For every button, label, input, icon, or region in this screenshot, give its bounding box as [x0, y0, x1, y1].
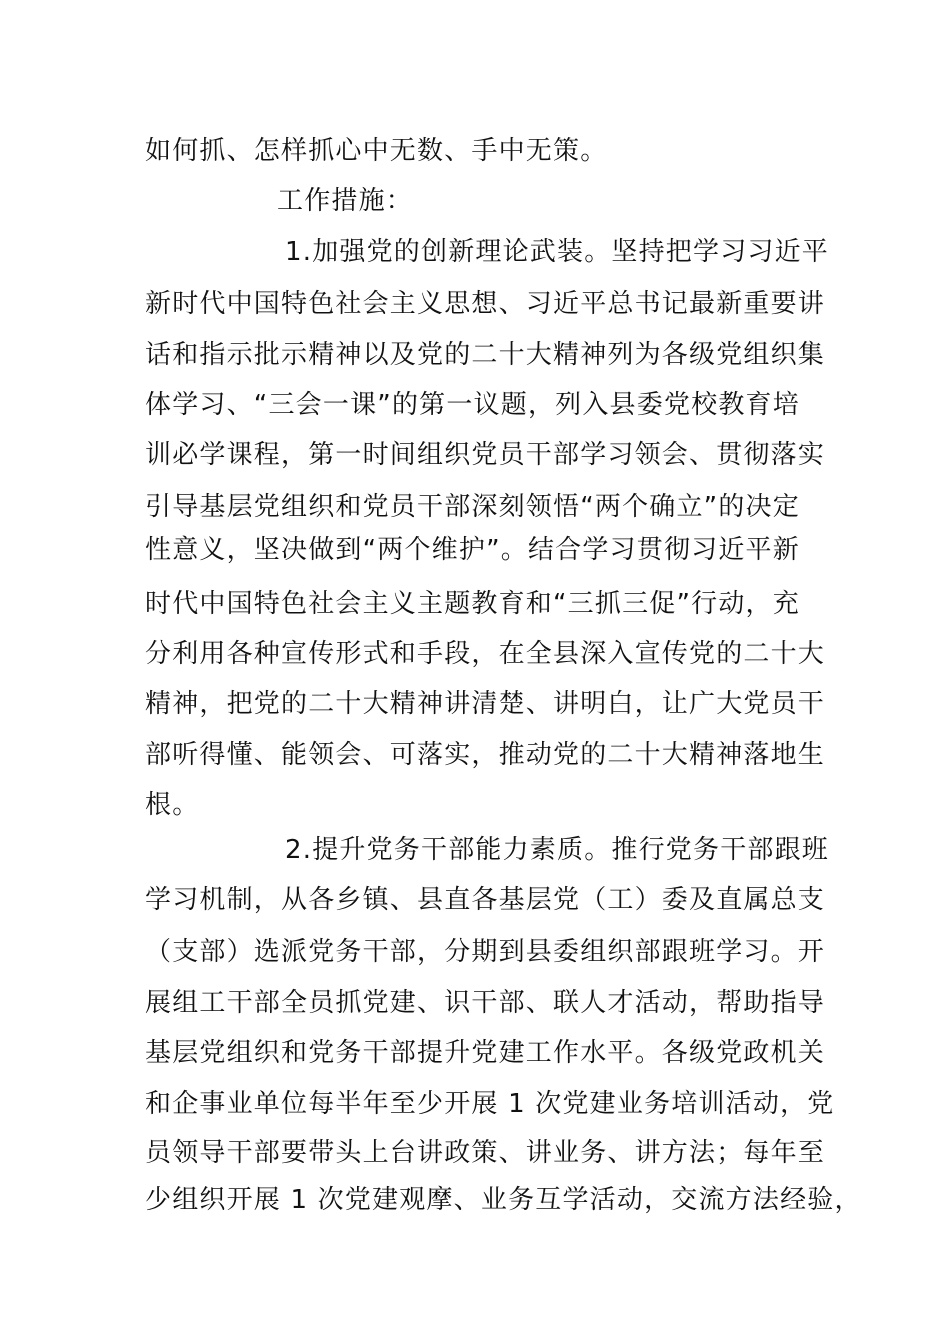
- text-line: 精神，把党的二十大精神讲清楚、讲明白，让广大党员干: [145, 689, 826, 719]
- text-line: 2.提升党务干部能力素质。推行党务干部跟班: [285, 835, 830, 865]
- text-line: 引导基层党组织和党员干部深刻领悟“两个确立”的决定: [145, 492, 800, 522]
- text-line: 性意义，坚决做到“两个维护”。结合学习贯彻习近平新: [145, 535, 800, 565]
- text-line: 少组织开展 1 次党建观摩、业务互学活动，交流方法经验，: [145, 1185, 862, 1215]
- text-line: 根。: [145, 790, 200, 820]
- text-line: 时代中国特色社会主义主题教育和“三抓三促”行动，充: [145, 589, 800, 619]
- text-line: 新时代中国特色社会主义思想、习近平总书记最新重要讲: [145, 289, 826, 319]
- text-line: 展组工干部全员抓党建、识干部、联人才活动，帮助指导: [145, 988, 826, 1018]
- text-line: 学习机制，从各乡镇、县直各基层党（工）委及直属总支: [145, 885, 826, 915]
- text-line: （支部）选派党务干部，分期到县委组织部跟班学习。开: [145, 937, 826, 967]
- text-line: 如何抓、怎样抓心中无数、手中无策。: [145, 136, 608, 166]
- text-line: 1.加强党的创新理论武装。坚持把学习习近平: [285, 237, 830, 267]
- text-line: 训必学课程，第一时间组织党员干部学习领会、贯彻落实: [145, 440, 826, 470]
- text-line: 员领导干部要带头上台讲政策、讲业务、讲方法；每年至: [145, 1138, 826, 1168]
- text-line: 和企事业单位每半年至少开展 1 次党建业务培训活动，党: [145, 1089, 835, 1119]
- text-line: 部听得懂、能领会、可落实，推动党的二十大精神落地生: [145, 740, 826, 770]
- text-line: 分利用各种宣传形式和手段，在全县深入宣传党的二十大: [145, 639, 826, 669]
- text-line: 工作措施：: [277, 186, 414, 216]
- text-line: 基层党组织和党务干部提升党建工作水平。各级党政机关: [145, 1038, 826, 1068]
- text-line: 体学习、“三会一课”的第一议题，列入县委党校教育培: [145, 390, 800, 420]
- text-line: 话和指示批示精神以及党的二十大精神列为各级党组织集: [145, 340, 826, 370]
